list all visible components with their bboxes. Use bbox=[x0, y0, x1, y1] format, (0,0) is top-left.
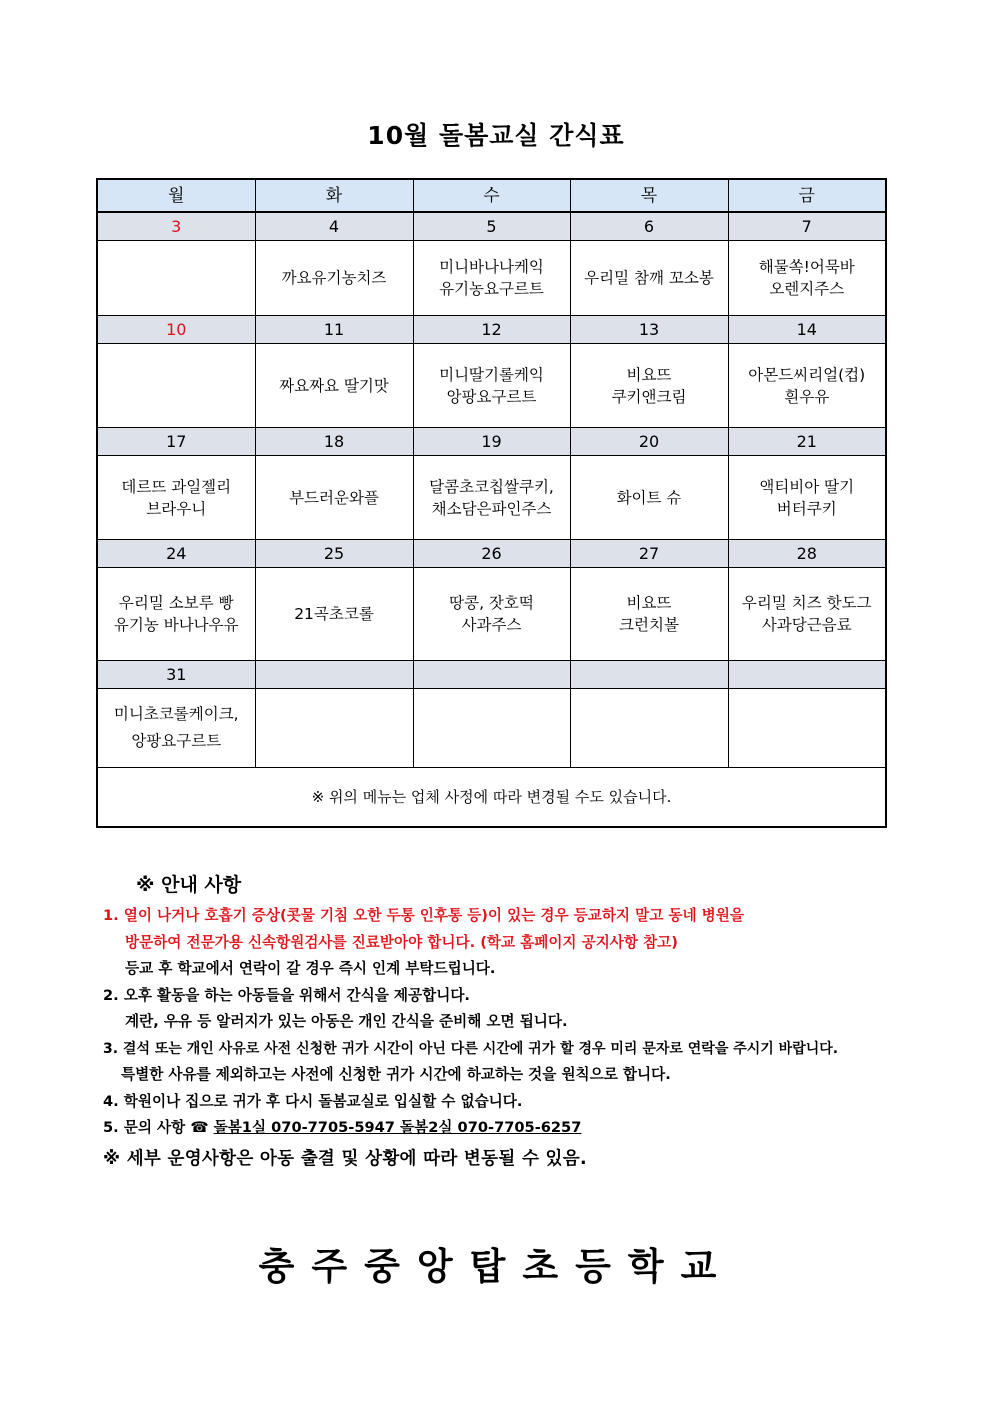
table-note: ※ 위의 메뉴는 업체 사정에 따라 변경될 수도 있습니다. bbox=[97, 768, 886, 828]
notice-4: 4. 학원이나 집으로 귀가 후 다시 돌봄교실로 입실할 수 없습니다. bbox=[103, 1092, 523, 1110]
date-cell: 4 bbox=[255, 212, 413, 241]
date-row bbox=[97, 212, 886, 241]
school-name: 충주중앙탑초등학교 bbox=[258, 1245, 734, 1288]
notice-3-line-2: 특별한 사유를 제외하고는 사전에 신청한 귀가 시간에 하교하는 것을 원칙으로 합니다. bbox=[121, 1066, 671, 1083]
weekday-header: 수 bbox=[413, 179, 570, 212]
date-cell: 28 bbox=[728, 540, 886, 568]
notice-3-line-1: 3. 결석 또는 개인 사유로 사전 신청한 귀가 시간이 아닌 다른 시간에 귀가 할 경우 미리 문자로 연락을 주시기 바랍니다. bbox=[103, 1040, 839, 1057]
weekday-header: 목 bbox=[570, 179, 728, 212]
menu-cell: 미니바나나케익 유기농요구르트 bbox=[413, 241, 570, 316]
menu-cell: 해물쏙!어묵바 오렌지주스 bbox=[728, 241, 886, 316]
menu-cell: 우리밀 소보루 빵 유기농 바나나우유 bbox=[97, 568, 255, 661]
menu-cell: 화이트 슈 bbox=[570, 456, 728, 540]
operation-warning: ※ 세부 운영사항은 아동 출결 및 상황에 따라 변동될 수 있음. bbox=[103, 1148, 587, 1169]
date-cell: 26 bbox=[413, 540, 570, 568]
date-cell bbox=[255, 661, 413, 689]
menu-cell: 까요유기농치즈 bbox=[255, 241, 413, 316]
menu-cell: 미니초코롤케이크, 앙팡요구르트 bbox=[97, 689, 255, 768]
weekday-header: 화 bbox=[255, 179, 413, 212]
menu-cell: 데르뜨 과일젤리 브라우니 bbox=[97, 456, 255, 540]
weekday-header: 월 bbox=[97, 179, 255, 212]
menu-cell: 짜요짜요 딸기맛 bbox=[255, 344, 413, 428]
notice-2-line-2: 계란, 우유 등 알러지가 있는 아동은 개인 간식을 준비해 오면 됩니다. bbox=[125, 1013, 568, 1030]
date-row bbox=[97, 661, 886, 689]
date-cell: 21 bbox=[728, 428, 886, 456]
menu-cell: 액티비아 딸기 버터쿠키 bbox=[728, 456, 886, 540]
date-cell bbox=[570, 661, 728, 689]
table-note-row bbox=[97, 768, 886, 828]
menu-cell: 미니딸기롤케익 앙팡요구르트 bbox=[413, 344, 570, 428]
notice-1-line-1: 1. 열이 나거나 호흡기 증상(콧물 기침 오한 두통 인후통 등)이 있는 경우 등교하지 말고 동네 병원을 bbox=[103, 907, 744, 924]
notice-2-line-1: 2. 오후 활동을 하는 아동들을 위해서 간식을 제공합니다. bbox=[103, 986, 470, 1004]
menu-cell: 우리밀 참깨 꼬소봉 bbox=[570, 241, 728, 316]
menu-cell: 비요뜨 쿠키앤크림 bbox=[570, 344, 728, 428]
menu-cell bbox=[255, 689, 413, 768]
page-title: 10월 돌봄교실 간식표 bbox=[367, 121, 625, 150]
notice-5 bbox=[103, 1115, 903, 1142]
date-row bbox=[97, 428, 886, 456]
menu-cell: 비요뜨 크런치볼 bbox=[570, 568, 728, 661]
menu-row bbox=[97, 344, 886, 428]
menu-cell: 21곡초코롤 bbox=[255, 568, 413, 661]
date-cell: 18 bbox=[255, 428, 413, 456]
date-cell: 5 bbox=[413, 212, 570, 241]
date-row bbox=[97, 316, 886, 344]
notice-5-prefix: 5. 문의 사항 ☎ bbox=[103, 1119, 209, 1136]
notice-title: ※ 안내 사항 bbox=[136, 874, 242, 896]
date-cell: 13 bbox=[570, 316, 728, 344]
date-cell: 31 bbox=[97, 661, 255, 689]
menu-cell bbox=[728, 689, 886, 768]
date-cell: 19 bbox=[413, 428, 570, 456]
menu-row bbox=[97, 568, 886, 661]
menu-row bbox=[97, 241, 886, 316]
menu-cell: 땅콩, 잣호떡 사과주스 bbox=[413, 568, 570, 661]
menu-cell: 부드러운와플 bbox=[255, 456, 413, 540]
date-cell: 17 bbox=[97, 428, 255, 456]
notice-1-line-3: 등교 후 학교에서 연락이 갈 경우 즉시 인계 부탁드립니다. bbox=[125, 960, 496, 977]
date-cell: 7 bbox=[728, 212, 886, 241]
menu-row bbox=[97, 456, 886, 540]
menu-cell: 달콤초코칩쌀쿠키, 채소담은파인주스 bbox=[413, 456, 570, 540]
date-cell: 25 bbox=[255, 540, 413, 568]
menu-cell: 우리밀 치즈 핫도그 사과당근음료 bbox=[728, 568, 886, 661]
date-cell: 27 bbox=[570, 540, 728, 568]
date-cell bbox=[728, 661, 886, 689]
weekday-header-row bbox=[97, 179, 886, 212]
date-cell: 11 bbox=[255, 316, 413, 344]
menu-cell bbox=[97, 241, 255, 316]
date-cell: 6 bbox=[570, 212, 728, 241]
contact-numbers: 돌봄1실 070-7705-5947 돌봄2실 070-7705-6257 bbox=[213, 1119, 582, 1136]
snack-menu-table bbox=[96, 178, 887, 828]
date-cell: 12 bbox=[413, 316, 570, 344]
menu-cell bbox=[97, 344, 255, 428]
menu-row bbox=[97, 689, 886, 768]
notice-list bbox=[103, 903, 903, 1172]
date-cell: 10 bbox=[97, 316, 255, 344]
menu-cell bbox=[570, 689, 728, 768]
notice-1-line-2: 방문하여 전문가용 신속항원검사를 진료받아야 합니다. (학교 홈페이지 공지사항 참고) bbox=[125, 933, 678, 951]
menu-cell bbox=[413, 689, 570, 768]
menu-cell: 아몬드씨리얼(컵) 흰우유 bbox=[728, 344, 886, 428]
date-cell: 20 bbox=[570, 428, 728, 456]
date-cell: 24 bbox=[97, 540, 255, 568]
date-cell: 3 bbox=[97, 212, 255, 241]
date-cell bbox=[413, 661, 570, 689]
date-row bbox=[97, 540, 886, 568]
date-cell: 14 bbox=[728, 316, 886, 344]
weekday-header: 금 bbox=[728, 179, 886, 212]
